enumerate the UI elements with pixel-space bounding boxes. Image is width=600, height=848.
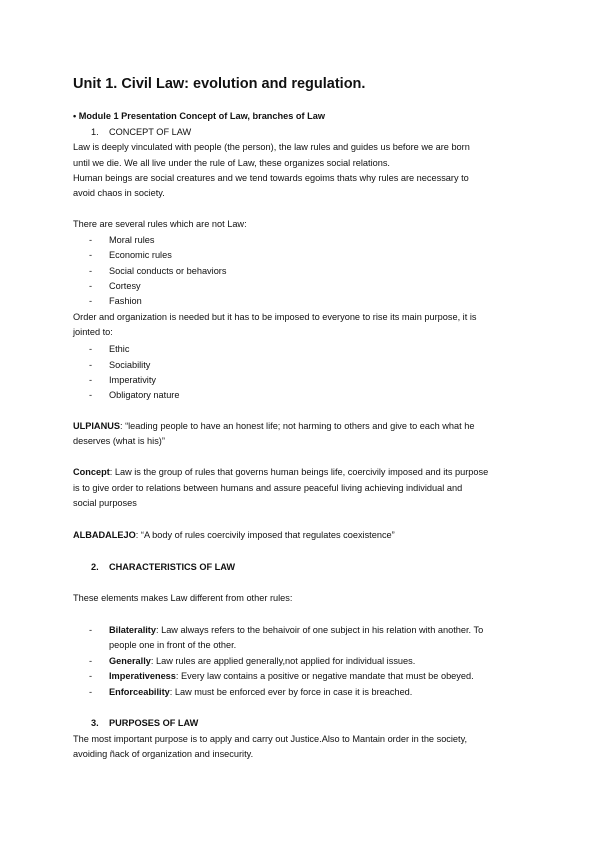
paragraph-line: Law is deeply vinculated with people (the person), the law rules and guides us before we are born xyxy=(73,142,470,152)
paragraph-line: social purposes xyxy=(73,498,137,508)
list-dash: - xyxy=(89,687,93,697)
list-dash: - xyxy=(89,360,93,370)
paragraph-line: The most important purpose is to apply and carry out Justice.Also to Mantain order in the society, xyxy=(73,734,468,744)
list-item: Obligatory nature xyxy=(109,390,180,400)
characteristic-text: : Law rules are applied generally,not applied for individual issues. xyxy=(150,656,416,666)
list-item: Imperativity xyxy=(109,375,156,385)
characteristic-text: : Every law contains a positive or negative mandate that must be obeyed. xyxy=(175,671,474,681)
list-item: Sociability xyxy=(109,360,151,370)
section-2-number: 2. xyxy=(91,562,99,572)
list-dash: - xyxy=(89,250,93,260)
paragraph-line: Order and organization is needed but it has to be imposed to everyone to rise its main purpose, it is xyxy=(73,312,477,322)
list-item: Cortesy xyxy=(109,281,141,291)
section-2-intro: These elements makes Law different from other rules: xyxy=(73,593,293,603)
characteristic-label: Imperativeness xyxy=(109,671,176,681)
list-item: Ethic xyxy=(109,344,130,354)
characteristic-item xyxy=(109,686,412,698)
list-dash: - xyxy=(89,266,93,276)
definition-label: Concept xyxy=(73,467,110,477)
section-3-heading: PURPOSES OF LAW xyxy=(109,718,199,728)
list-item: Moral rules xyxy=(109,235,155,245)
module-heading xyxy=(73,110,325,122)
list-dash: - xyxy=(89,671,93,681)
paragraph-line: jointed to: xyxy=(73,327,113,337)
quote-author: ALBADALEJO xyxy=(73,530,136,540)
section-3-number: 3. xyxy=(91,718,99,728)
list-dash: - xyxy=(89,344,93,354)
definition-text: : Law is the group of rules that governs human beings life, coercivily imposed and its purpose xyxy=(109,467,489,477)
paragraph-line: deserves (what is his)” xyxy=(73,436,165,446)
list-dash: - xyxy=(89,296,93,306)
list-dash: - xyxy=(89,281,93,291)
paragraph-line: Human beings are social creatures and we tend towards egoims thats why rules are necessary to xyxy=(73,173,469,183)
paragraph-line: avoid chaos in society. xyxy=(73,188,165,198)
list-dash: - xyxy=(89,375,93,385)
list-dash: - xyxy=(89,390,93,400)
characteristic-continuation: people one in front of the other. xyxy=(109,640,237,650)
list-item: Fashion xyxy=(109,296,142,306)
list-dash: - xyxy=(89,235,93,245)
rules-intro: There are several rules which are not Law: xyxy=(73,219,247,229)
characteristic-text: : Law always refers to the behaivoir of one subject in his relation with another. To xyxy=(155,625,484,635)
section-1-number: 1. xyxy=(91,127,99,137)
characteristic-label: Generally xyxy=(109,656,151,666)
section-2-heading: CHARACTERISTICS OF LAW xyxy=(109,562,236,572)
bullet: • xyxy=(73,111,77,121)
quote-text: : “A body of rules coercivily imposed that regulates coexistence” xyxy=(135,530,395,540)
section-1-heading: CONCEPT OF LAW xyxy=(109,127,192,137)
characteristic-text: : Law must be enforced ever by force in case it is breached. xyxy=(169,687,413,697)
list-item: Economic rules xyxy=(109,250,172,260)
characteristic-label: Bilaterality xyxy=(109,625,156,635)
ulpianus-quote xyxy=(73,420,474,432)
quote-author: ULPIANUS xyxy=(73,421,120,431)
concept-definition xyxy=(73,466,488,478)
list-dash: - xyxy=(89,625,93,635)
paragraph-line: is to give order to relations between humans and assure peaceful living achieving individual and xyxy=(73,483,463,493)
module-heading-text: Module 1 Presentation Concept of Law, branches of Law xyxy=(78,111,326,121)
list-item: Social conducts or behaviors xyxy=(109,266,227,276)
characteristic-label: Enforceability xyxy=(109,687,170,697)
document-title: Unit 1. Civil Law: evolution and regulation. xyxy=(73,76,366,92)
quote-text: : “leading people to have an honest life; not harming to others and give to each what he xyxy=(119,421,475,431)
paragraph-line: until we die. We all live under the rule of Law, these organizes social relations. xyxy=(73,158,390,168)
albadalejo-quote xyxy=(73,529,395,541)
characteristic-item xyxy=(109,624,483,636)
characteristic-item xyxy=(109,655,415,667)
paragraph-line: avoiding ñack of organization and insecurity. xyxy=(73,749,254,759)
characteristic-item xyxy=(109,670,474,682)
list-dash: - xyxy=(89,656,93,666)
